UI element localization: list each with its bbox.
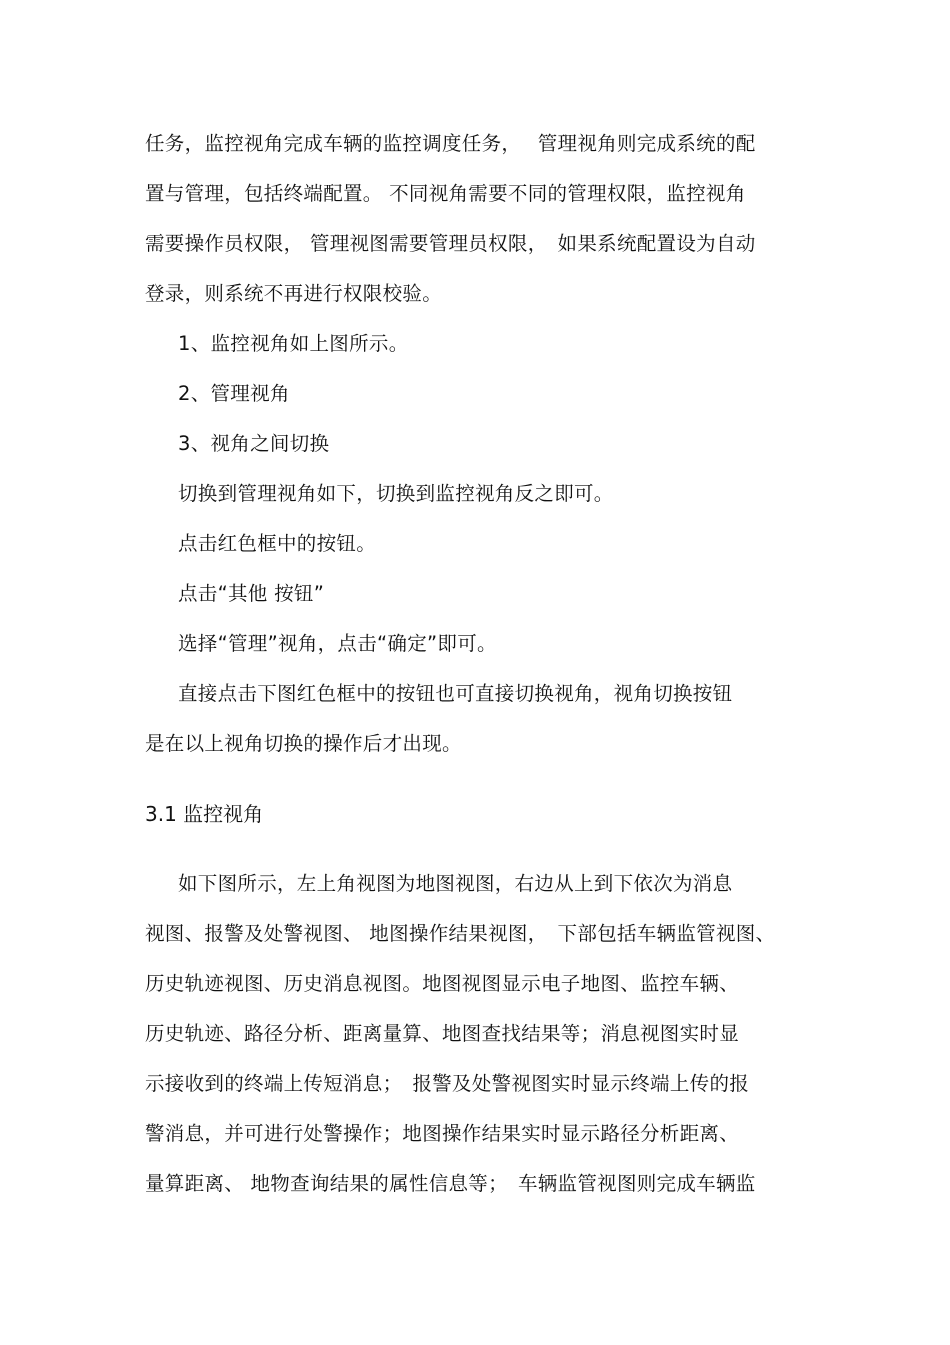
section-heading: 3.1 监控视角 xyxy=(145,802,264,826)
text-line: 需要操作员权限， 管理视图需要管理员权限， 如果系统配置设为自动 xyxy=(145,232,756,255)
text-line: 警消息，并可进行处警操作；地图操作结果实时显示路径分析距离、 xyxy=(145,1122,740,1145)
text-line: 示接收到的终端上传短消息； 报警及处警视图实时显示终端上传的报 xyxy=(145,1072,750,1095)
step-text: 点击红色框中的按钮。 xyxy=(178,532,377,555)
text-line: 历史轨迹视图、历史消息视图。地图视图显示电子地图、监控车辆、 xyxy=(145,972,740,995)
list-item: 1、监控视角如上图所示。 xyxy=(178,332,409,355)
list-item: 2、管理视角 xyxy=(178,382,290,405)
text-line: 登录，则系统不再进行权限校验。 xyxy=(145,282,443,305)
text-line: 历史轨迹、路径分析、距离量算、地图查找结果等；消息视图实时显 xyxy=(145,1022,740,1045)
text-line: 视图、报警及处警视图、 地图操作结果视图， 下部包括车辆监管视图、 xyxy=(145,922,776,945)
text-line: 是在以上视角切换的操作后才出现。 xyxy=(145,732,462,755)
text-line: 量算距离、 地物查询结果的属性信息等； 车辆监管视图则完成车辆监 xyxy=(145,1172,756,1195)
step-text: 选择“管理”视角，点击“确定”即可。 xyxy=(178,632,497,655)
step-text: 点击“其他 按钮” xyxy=(178,582,325,605)
step-text: 切换到管理视角如下，切换到监控视角反之即可。 xyxy=(178,482,614,505)
text-line: 置与管理，包括终端配置。 不同视角需要不同的管理权限，监控视角 xyxy=(145,182,746,205)
list-item: 3、视角之间切换 xyxy=(178,432,330,455)
text-line: 如下图所示，左上角视图为地图视图，右边从上到下依次为消息 xyxy=(178,872,733,895)
text-line: 直接点击下图红色框中的按钮也可直接切换视角，视角切换按钮 xyxy=(178,682,733,705)
text-line: 任务，监控视角完成车辆的监控调度任务， 管理视角则完成系统的配 xyxy=(145,132,756,155)
